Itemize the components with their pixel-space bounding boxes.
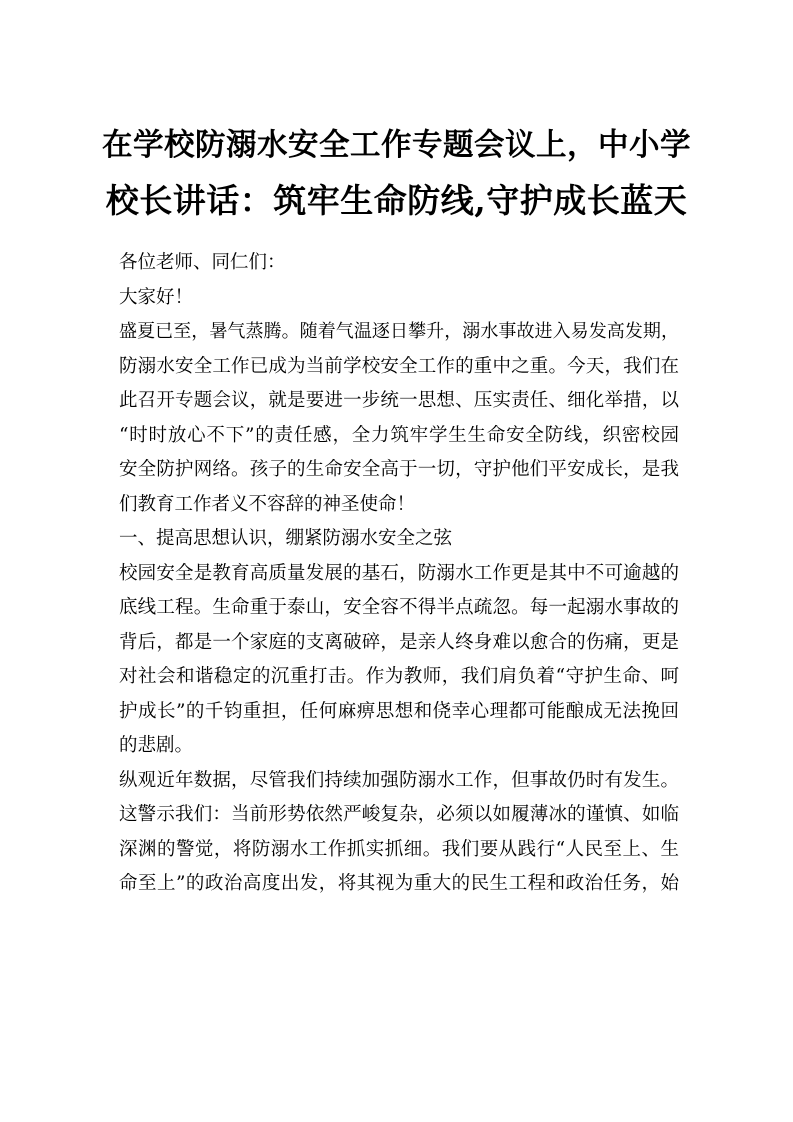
document-title	[100, 117, 693, 229]
paragraph-line: 纵观近年数据，尽管我们持续加强防溺水工作，但事故仍时有发生。	[119, 769, 679, 791]
paragraph-line: 这警示我们：当前形势依然严峻复杂，必须以如履薄冰的谨慎、如临	[119, 804, 679, 825]
paragraph-line: 护成长”的千钧重担，任何麻痹思想和侥幸心理都可能酿成无法挽回	[119, 700, 679, 722]
paragraph-line: 命至上”的政治高度出发，将其视为重大的民生工程和政治任务，始	[119, 873, 679, 894]
greeting: 大家好！	[119, 286, 194, 308]
section-1-paragraph-2	[119, 764, 679, 902]
paragraph-line: 校园安全是教育高质量发展的基石，防溺水工作更是其中不可逾越的	[119, 562, 679, 584]
title-line-1: 在学校防溺水安全工作专题会议上，中小学	[102, 127, 691, 163]
intro-line: 盛夏已至，暑气蒸腾。随着气温逐日攀升，溺水事故进入易发高发期，	[119, 321, 679, 342]
paragraph-line: 背后，都是一个家庭的支离破碎，是亲人终身难以愈合的伤痛，更是	[119, 631, 679, 653]
section-1-paragraph-1	[119, 557, 679, 764]
salutation: 各位老师、同仁们：	[119, 252, 286, 273]
paragraph-line: 底线工程。生命重于泰山，安全容不得半点疏忽。每一起溺水事故的	[119, 597, 679, 618]
title-line-2: 校长讲话：筑牢生命防线,守护成长蓝天	[105, 181, 688, 220]
intro-line: 防溺水安全工作已成为当前学校安全工作的重中之重。今天，我们在	[119, 355, 679, 377]
intro-line: 此召开专题会议，就是要进一步统一思想、压实责任、细化举措，以	[119, 390, 679, 411]
paragraph-line: 的悲剧。	[119, 735, 194, 756]
intro-line: 们教育工作者义不容辞的神圣使命！	[119, 493, 416, 515]
document-body	[119, 246, 679, 902]
intro-line: 安全防护网络。孩子的生命安全高于一切，守护他们平安成长，是我	[119, 459, 679, 480]
intro-paragraph	[119, 315, 679, 522]
intro-line: “时时放心不下”的责任感，全力筑牢学生生命安全防线，织密校园	[119, 424, 679, 446]
section-1-heading: 一、提高思想认识，绷紧防溺水安全之弦	[119, 528, 453, 549]
paragraph-line: 深渊的警觉，将防溺水工作抓实抓细。我们要从践行“人民至上、生	[119, 838, 679, 860]
paragraph-line: 对社会和谐稳定的沉重打击。作为教师，我们肩负着“守护生命、呵	[119, 666, 679, 687]
